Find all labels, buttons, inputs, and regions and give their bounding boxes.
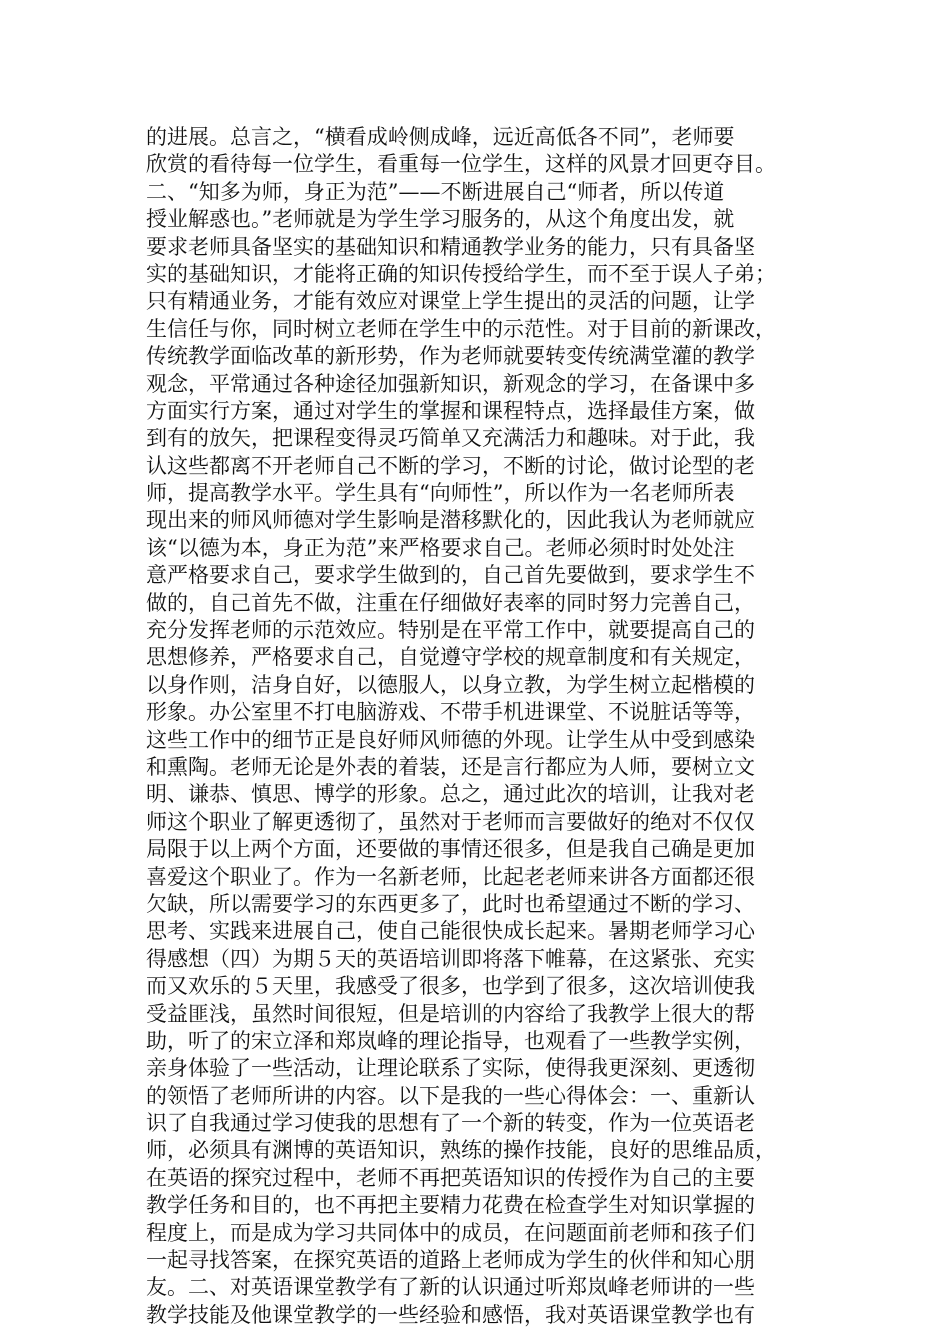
text-line: 到有的放矢，把课程变得灵巧简单又充满活力和趣味。对于此，我 xyxy=(146,426,755,451)
text-line: 思考、实践来进展自己，使自己能很快成长起来。暑期老师学习心 xyxy=(146,919,755,944)
text-line: 受益匪浅，虽然时间很短，但是培训的内容给了我教学上很大的帮 xyxy=(146,1001,755,1026)
text-line: 充分发挥老师的示范效应。特别是在平常工作中，就要提高自己的 xyxy=(146,618,755,643)
text-line: 要求老师具备坚实的基础知识和精通教学业务的能力，只有具备坚 xyxy=(146,234,755,259)
text-line: 识了自我通过学习使我的思想有了一个新的转变，作为一位英语老 xyxy=(146,1111,755,1136)
body-text xyxy=(146,124,814,1329)
text-line: 现出来的师风师德对学生影响是潜移默化的，因此我认为老师就应 xyxy=(146,508,755,533)
text-line: 认这些都离不开老师自己不断的学习，不断的讨论，做讨论型的老 xyxy=(146,453,755,478)
text-line: 一起寻找答案，在探究英语的道路上老师成为学生的伙伴和知心朋 xyxy=(146,1248,755,1273)
text-line: 这些工作中的细节正是良好师风师德的外现。让学生从中受到感染 xyxy=(146,727,755,752)
text-line: 思想修养，严格要求自己，自觉遵守学校的规章制度和有关规定， xyxy=(146,645,755,670)
text-line: 传统教学面临改革的新形势，作为老师就要转变传统满堂灌的教学 xyxy=(146,344,755,369)
text-line: 和熏陶。老师无论是外表的着装，还是言行都应为人师，要树立文 xyxy=(146,754,755,779)
text-line: 以身作则，洁身自好，以德服人，以身立教，为学生树立起楷模的 xyxy=(146,672,755,697)
text-line: 观念，平常通过各种途径加强新知识，新观念的学习，在备课中多 xyxy=(146,371,755,396)
text-line: 形象。办公室里不打电脑游戏、不带手机进课堂、不说脏话等等， xyxy=(146,700,755,725)
text-line: 实的基础知识，才能将正确的知识传授给学生，而不至于误人子弟； xyxy=(146,261,776,286)
text-line: 师，提高教学水平。学生具有“向师性”，所以作为一名老师所表 xyxy=(146,481,735,506)
text-line: 欠缺，所以需要学习的东西更多了，此时也希望通过不断的学习、 xyxy=(146,891,755,916)
text-line: 而又欢乐的５天里，我感受了很多，也学到了很多，这次培训使我 xyxy=(146,974,755,999)
text-line: 喜爱这个职业了。作为一名新老师，比起老老师来讲各方面都还很 xyxy=(146,864,755,889)
text-line: 亲身体验了一些活动，让理论联系了实际，使得我更深刻、更透彻 xyxy=(146,1056,755,1081)
text-line: 做的，自己首先不做，注重在仔细做好表率的同时努力完善自己， xyxy=(146,590,755,615)
text-line: 程度上，而是成为学习共同体中的成员，在问题面前老师和孩子们 xyxy=(146,1220,755,1245)
text-line: 友。二、对英语课堂教学有了新的认识通过听郑岚峰老师讲的一些 xyxy=(146,1275,755,1300)
text-line: 局限于以上两个方面，还要做的事情还很多，但是我自己确是更加 xyxy=(146,837,755,862)
text-line: 的进展。总言之，“横看成岭侧成峰，远近高低各不同”，老师要 xyxy=(146,125,735,149)
text-line: 生信任与你，同时树立老师在学生中的示范性。对于目前的新课改， xyxy=(146,316,776,341)
text-line: 只有精通业务，才能有效应对课堂上学生提出的灵活的问题，让学 xyxy=(146,289,755,314)
text-line: 得感想（四）为期５天的英语培训即将落下帷幕，在这紧张、充实 xyxy=(146,946,755,971)
text-line: 师这个职业了解更透彻了，虽然对于老师而言要做好的绝对不仅仅 xyxy=(146,809,755,834)
text-line: 师，必须具有渊博的英语知识，熟练的操作技能，良好的思维品质， xyxy=(146,1138,776,1163)
text-line: 助，听了的宋立泽和郑岚峰的理论指导，也观看了一些教学实例， xyxy=(146,1028,755,1053)
text-line: 欣赏的看待每一位学生，看重每一位学生，这样的风景才回更夺目。 xyxy=(146,152,776,177)
text-line: 明、谦恭、慎思、博学的形象。总之，通过此次的培训，让我对老 xyxy=(146,782,755,807)
text-line: 授业解惑也。”老师就是为学生学习服务的，从这个角度出发，就 xyxy=(146,207,735,232)
text-line: 意严格要求自己，要求学生做到的，自己首先要做到，要求学生不 xyxy=(146,563,755,588)
text-line: 教学任务和目的，也不再把主要精力花费在检查学生对知识掌握的 xyxy=(146,1193,755,1218)
text-line: 教学技能及他课堂教学的一些经验和感悟，我对英语课堂教学也有 xyxy=(146,1302,755,1327)
text-line: 在英语的探究过程中，老师不再把英语知识的传授作为自己的主要 xyxy=(146,1165,755,1190)
text-line: 的领悟了老师所讲的内容。以下是我的一些心得体会：一、重新认 xyxy=(146,1083,755,1108)
text-line: 该“以德为本，身正为范”来严格要求自己。老师必须时时处处注 xyxy=(146,535,735,560)
text-line: 二、“知多为师，身正为范”——不断进展自己“师者，所以传道 xyxy=(146,179,725,204)
text-line: 方面实行方案，通过对学生的掌握和课程特点，选择最佳方案，做 xyxy=(146,398,755,423)
